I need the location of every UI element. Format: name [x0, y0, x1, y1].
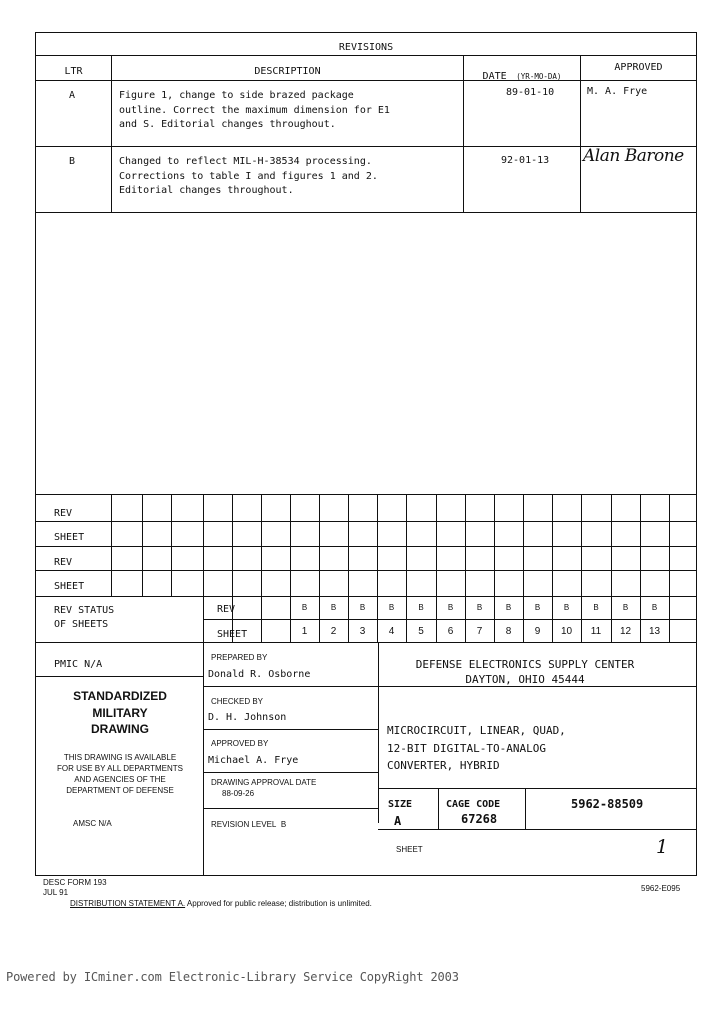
rev-status-sheet-cell: 1: [301, 625, 308, 637]
grid-rev-label-1: REV: [54, 508, 73, 519]
rev-status-sheet-label: SHEET: [217, 629, 248, 640]
rev-status-rev-cell: B: [563, 603, 570, 612]
approved-by: Michael A. Frye: [208, 755, 299, 766]
cage-code-label: CAGE CODE: [446, 799, 501, 810]
revision-level: REVISION LEVEL B: [211, 820, 287, 829]
rev-status-rev-cell: B: [330, 603, 337, 612]
size-label: SIZE: [388, 799, 413, 810]
size: A: [394, 814, 402, 828]
rev-status-sheet-cell: 10: [560, 625, 573, 637]
sheet-label: SHEET: [396, 845, 423, 854]
rev-status-sheet-cell: 3: [359, 625, 366, 637]
checked-by: D. H. Johnson: [208, 712, 287, 723]
powered-by-notice: Powered by ICminer.com Electronic-Library Service CopyRight 2003: [6, 970, 459, 984]
rev-status-sheet-cell: 9: [534, 625, 541, 637]
distribution-statement: DISTRIBUTION STATEMENT A. Approved for public release; distribution is unlimited.: [70, 899, 372, 908]
prepared-by: Donald R. Osborne: [208, 669, 311, 680]
pmic: PMIC N/A: [54, 659, 103, 670]
rev-a-ltr: A: [69, 90, 76, 101]
rev-status-rev-cell: B: [534, 603, 541, 612]
frame-left: [35, 32, 36, 876]
rev-status-rev-cell: B: [476, 603, 483, 612]
grid-sheet-label-1: SHEET: [54, 532, 85, 543]
rev-status-rev-cell: B: [359, 603, 366, 612]
frame-top: [35, 32, 697, 33]
rev-status-label: REV STATUS OF SHEETS: [54, 605, 115, 630]
rev-status-sheet-cell: 2: [330, 625, 337, 637]
rev-status-sheet-cell: 7: [476, 625, 483, 637]
rev-a-approved: M. A. Frye: [587, 86, 648, 97]
rev-a-date: 89-01-10: [506, 87, 555, 98]
approval-date-label: DRAWING APPROVAL DATE: [211, 778, 317, 787]
revisions-title: REVISIONS: [338, 42, 394, 53]
col-approved-header: APPROVED: [614, 62, 663, 73]
drawing-title: MICROCIRCUIT, LINEAR, QUAD, 12-BIT DIGITAL-TO-ANALOG CONVERTER, HYBRID: [387, 724, 566, 772]
frame-right: [696, 32, 697, 876]
rev-status-rev-cell: B: [301, 603, 308, 612]
rev-status-sheet-cell: 6: [447, 625, 454, 637]
approved-by-label: APPROVED BY: [211, 739, 269, 748]
rev-status-rev-cell: B: [651, 603, 658, 612]
agency: DEFENSE ELECTRONICS SUPPLY CENTER DAYTON, OHIO 45444: [415, 658, 635, 686]
prepared-by-label: PREPARED BY: [211, 653, 268, 662]
rev-b-approved: Alan Barone: [583, 146, 684, 166]
rev-status-rev-cell: B: [622, 603, 629, 612]
rev-status-sheet-cell: 5: [418, 625, 424, 637]
rev-status-sheet-cell: 4: [388, 625, 395, 637]
checked-by-label: CHECKED BY: [211, 697, 264, 706]
rev-status-sheet-cell: 12: [619, 625, 632, 637]
rev-status-sheet-cell: 13: [648, 625, 661, 637]
rev-b-date: 92-01-13: [501, 155, 550, 166]
rev-a-description: Figure 1, change to side brazed package outline. Correct the maximum dimension for E1 and S. Editorial changes throughout.: [119, 90, 390, 130]
document-code: 5962-E095: [641, 884, 681, 893]
amsc: AMSC N/A: [73, 819, 112, 828]
col-ltr-header: LTR: [64, 66, 83, 77]
rev-status-rev-cell: B: [418, 603, 424, 612]
rev-status-rev-cell: B: [505, 603, 512, 612]
approval-date: 88-09-26: [222, 789, 255, 798]
rev-status-rev-cell: B: [388, 603, 395, 612]
availability-notice: THIS DRAWING IS AVAILABLE FOR USE BY ALL DEPARTMENTS AND AGENCIES OF THE DEPARTMENT OF DEFENSE: [57, 753, 183, 795]
rev-status-sheet-cell: 11: [590, 625, 602, 637]
cage-code: 67268: [461, 812, 498, 826]
standardized-military-drawing: STANDARDIZED MILITARY DRAWING: [73, 689, 167, 736]
col-date-header: DATE (YR-MO-DA): [482, 71, 562, 82]
col-description-header: DESCRIPTION: [254, 66, 321, 77]
rev-b-ltr: B: [69, 156, 76, 167]
rev-status-rev-cell: B: [447, 603, 454, 612]
rev-status-sheet-cell: 8: [505, 625, 512, 637]
rev-b-description: Changed to reflect MIL-H-38534 processing. Corrections to table I and figures 1 and 2. Editorial changes throughout.: [119, 156, 378, 196]
drawing-number: 5962-88509: [571, 797, 644, 811]
frame-bottom: [35, 875, 697, 876]
grid-rev-label-2: REV: [54, 557, 73, 568]
rev-status-rev-label: REV: [217, 604, 236, 615]
form-number: DESC FORM 193 JUL 91: [43, 878, 107, 897]
sheet-number: 1: [656, 836, 669, 858]
grid-sheet-label-2: SHEET: [54, 581, 85, 592]
rev-status-rev-cell: B: [593, 603, 599, 612]
